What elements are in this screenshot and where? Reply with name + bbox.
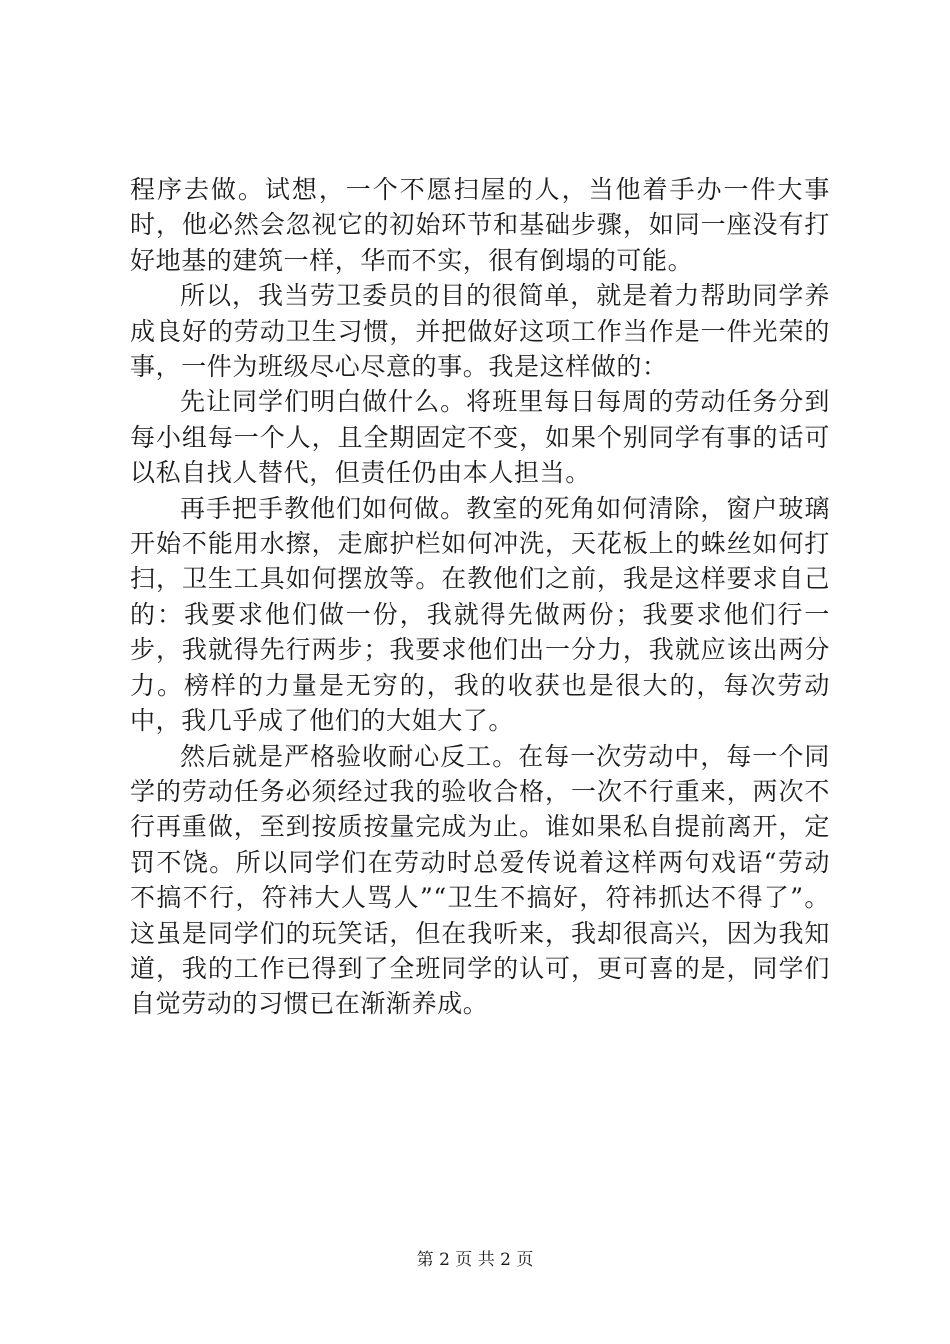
paragraph: 然后就是严格验收耐心反工。在每一次劳动中，每一个同学的劳动任务必须经过我的验收合格，一次不行重来，两次不行再重做，至到按质按量完成为止。谁如果私自提前离开，定罚不饶。所以同学们在劳动时总爱传说着这样两句戏语“劳动不搞不行，符祎大人骂人”“卫生不搞好，符祎抓达不得了”。这虽是同学们的玩笑话，但在我听来，我却很高兴，因为我知道，我的工作已得到了全班同学的认可，更可喜的是，同学们自觉劳动的习惯已在渐渐养成。 <box>130 741 830 1019</box>
document-body <box>130 172 830 1022</box>
paragraph: 再手把手教他们如何做。教室的死角如何清除，窗户玻璃开始不能用水擦，走廊护栏如何冲洗，天花板上的蛛丝如何打扫，卫生工具如何摆放等。在教他们之前，我是这样要求自己的：我要求他们做一份，我就得先做两份；我要求他们行一步，我就得先行两步；我要求他们出一分力，我就应该出两分力。榜样的力量是无穷的，我的收获也是很大的，每次劳动中，我几乎成了他们的大姐大了。 <box>130 493 830 736</box>
paragraph: 先让同学们明白做什么。将班里每日每周的劳动任务分到每小组每一个人，且全期固定不变，如果个别同学有事的话可以私自找人替代，但责任仍由本人担当。 <box>130 387 830 488</box>
paragraph: 所以，我当劳卫委员的目的很简单，就是着力帮助同学养成良好的劳动卫生习惯，并把做好这项工作当作是一件光荣的事，一件为班级尽心尽意的事。我是这样做的： <box>130 281 830 382</box>
page-footer: 第 2 页 共 2 页 <box>416 1250 534 1270</box>
paragraph: 程序去做。试想，一个不愿扫屋的人，当他着手办一件大事时，他必然会忽视它的初始环节和基础步骤，如同一座没有打好地基的建筑一样，华而不实，很有倒塌的可能。 <box>130 175 830 275</box>
